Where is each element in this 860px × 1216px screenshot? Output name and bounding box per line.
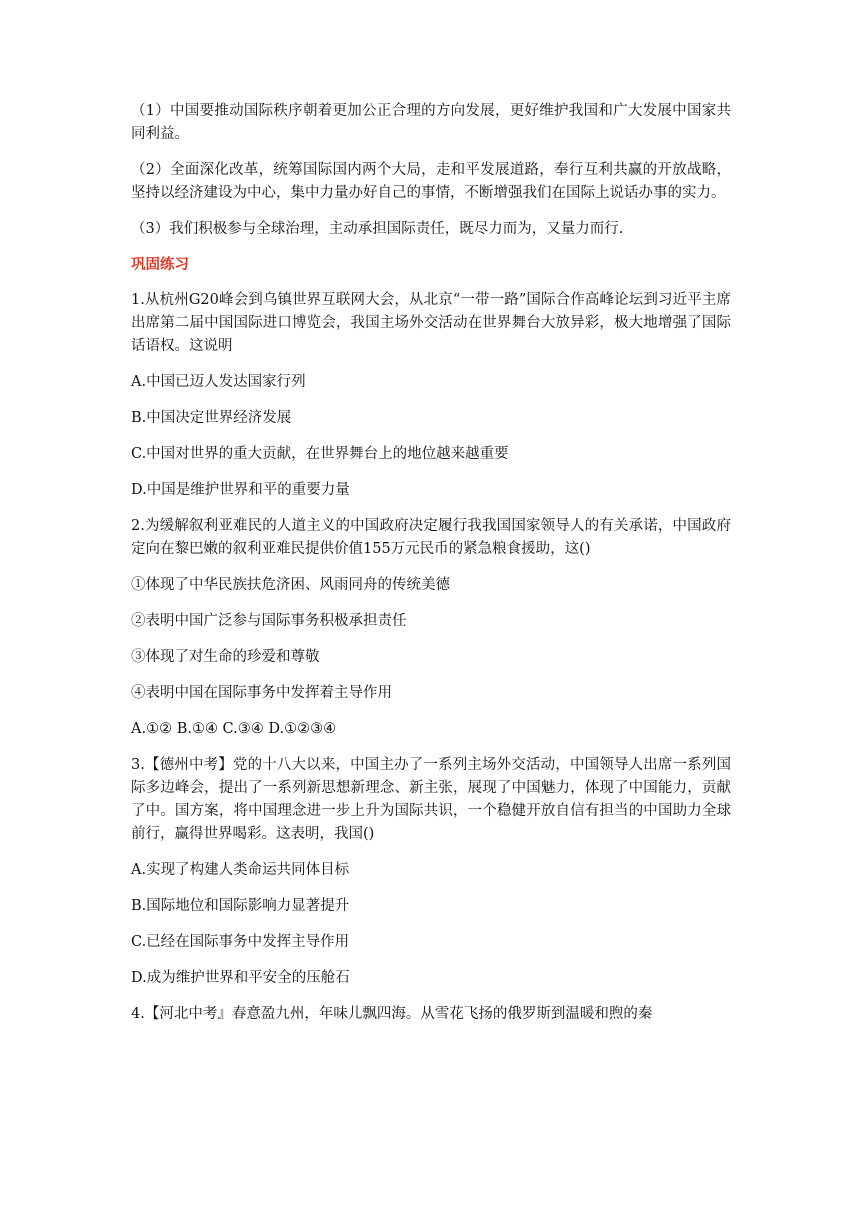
intro-paragraph-3: （3）我们积极参与全球治理，主动承担国际责任，既尽力而为，又量力而行.	[131, 221, 624, 237]
question-3-option-a: A.实现了构建人类命运共同体目标	[131, 862, 350, 878]
question-3-option-b: B.国际地位和国际影响力显著提升	[131, 898, 350, 914]
document-page	[131, 100, 731, 1039]
question-3-option-d: D.成为维护世界和平安全的压舱石	[131, 970, 350, 986]
question-1-option-b: B.中国决定世界经济发展	[131, 410, 292, 426]
intro-paragraph-2: （2）全面深化改革，统筹国际国内两个大局，走和平发展道路，奉行互利共赢的开放战略，坚持以经济建设为中心，集中力量办好自己的事情，不断增强我们在国际上说话办事的实力。	[131, 162, 731, 201]
question-2-statement-2: ②表明中国广泛参与国际事务积极承担责任	[131, 613, 407, 629]
question-2-statement-1: ①体现了中华民族扶危济困、风雨同舟的传统美德	[131, 577, 450, 593]
question-3-stem: 3.【德州中考】党的十八大以来，中国主办了一系列主场外交活动，中国领导人出席一系列国际多边峰会，提出了一系列新思想新理念、新主张，展现了中国魅力，体现了中国能力，贡献了中。国方案，将中国理念进一步上升为国际共识，一个稳健开放自信有担当的中国助力全球前行，赢得世界喝彩。这表明，我国()	[131, 757, 731, 842]
intro-paragraph-1: （1）中国要推动国际秩序朝着更加公正合理的方向发展，更好维护我国和广大发展中国家共同利益。	[131, 103, 731, 142]
question-2-choices: A.①② B.①④ C.③④ D.①②③④	[131, 721, 337, 737]
question-2-stem: 2.为缓解叙利亚难民的人道主义的中国政府决定履行我我国国家领导人的有关承诺，中国政府定向在黎巴嫩的叙利亚难民提供价值155万元民币的紧急粮食援助，这()	[131, 518, 731, 557]
question-1-option-c: C.中国对世界的重大贡献，在世界舞台上的地位越来越重要	[131, 446, 509, 462]
question-2-statement-3: ③体现了对生命的珍爱和尊敬	[131, 649, 320, 665]
question-1-stem: 1.从杭州G20峰会到乌镇世界互联网大会，从北京“一带一路”国际合作高峰论坛到习近平主席出席第二届中国国际进口博览会，我国主场外交活动在世界舞台大放异彩，极大地增强了国际话语权。这说明	[131, 292, 731, 354]
question-2-statement-4: ④表明中国在国际事务中发挥着主导作用	[131, 685, 392, 701]
question-1-option-d: D.中国是维护世界和平的重要力量	[131, 482, 350, 498]
question-4-stem: 4.【河北中考』春意盈九州，年味儿飘四海。从雪花飞扬的俄罗斯到温暖和煦的秦	[131, 1006, 653, 1022]
question-3-option-c: C.已经在国际事务中发挥主导作用	[131, 934, 350, 950]
question-1-option-a: A.中国已迈人发达国家行列	[131, 374, 306, 390]
section-title: 巩固练习	[131, 257, 189, 273]
